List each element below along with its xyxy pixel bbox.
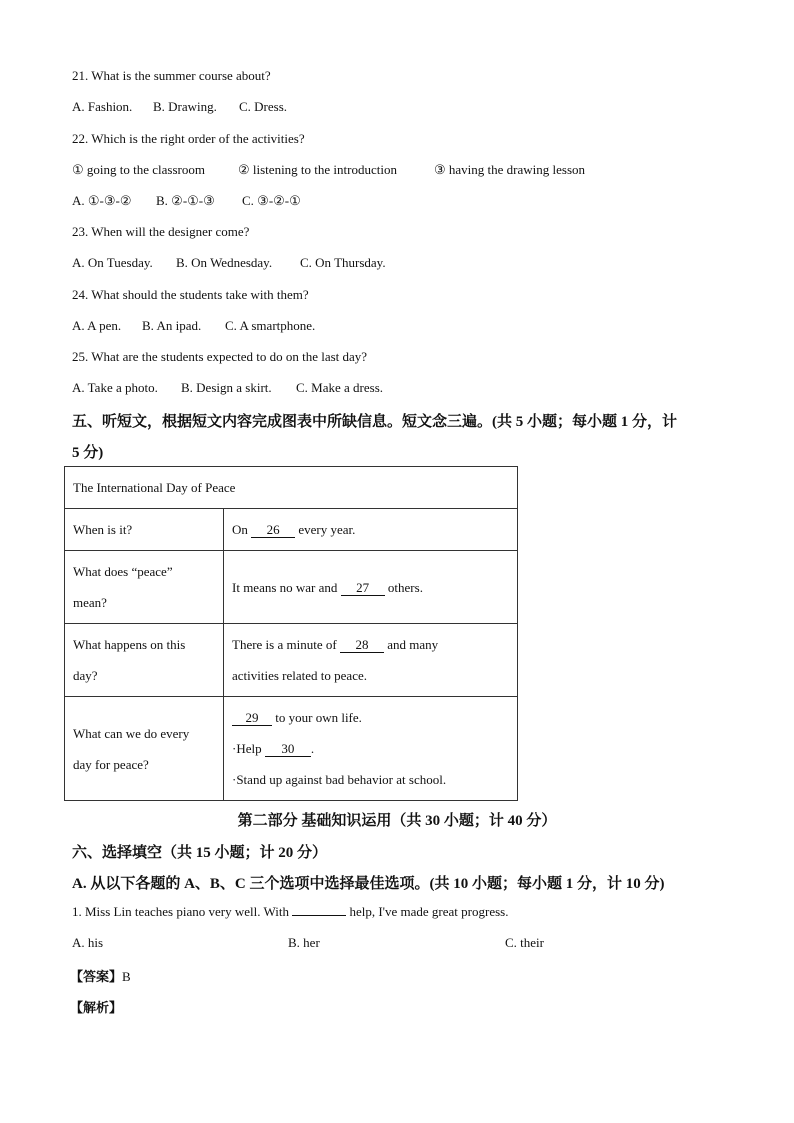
step-1: ① going to the classroom <box>72 162 205 177</box>
table-question-cell: When is it? <box>65 509 224 551</box>
q22-options <box>72 193 301 209</box>
question-1-options <box>72 935 544 951</box>
answer-line <box>70 966 131 985</box>
blank-30: 30 <box>265 742 311 757</box>
option-b: B. An ipad. <box>142 318 202 333</box>
q23-options <box>72 255 386 271</box>
step-2: ② listening to the introduction <box>238 162 397 177</box>
table-row <box>65 697 518 801</box>
section5-heading-line2: 5 分) <box>72 445 104 461</box>
option-b: B. Drawing. <box>153 99 217 114</box>
blank-29: 29 <box>232 711 272 726</box>
section6-heading: 六、选择填空（共 15 小题；计 20 分） <box>72 845 328 861</box>
q24-question: 24. What should the students take with them? <box>72 287 309 302</box>
q22-question: 22. Which is the right order of the activities? <box>72 131 305 146</box>
option-b: B. Design a skirt. <box>181 380 272 395</box>
answer-value: B <box>122 969 131 984</box>
option-a: A. On Tuesday. <box>72 255 153 270</box>
table-answer-cell: 29 to your own life. ·Help 30 . ·Stand up against bad behavior at school. <box>224 697 518 801</box>
question-1: 1. Miss Lin teaches piano very well. With help, I've made great progress. <box>72 904 509 919</box>
table-question-cell: What can we do every day for peace? <box>65 697 224 801</box>
table-question-cell: What happens on this day? <box>65 624 224 697</box>
table-answer-cell: There is a minute of 28 and many activities related to peace. <box>224 624 518 697</box>
option-c: C. Dress. <box>239 99 288 114</box>
q24-options <box>72 318 315 334</box>
option-c: C. Make a dress. <box>296 380 384 395</box>
table-row <box>65 509 518 551</box>
blank-28: 28 <box>340 638 384 653</box>
answer-blank <box>292 915 346 916</box>
sectionA-heading: A. 从以下各题的 A、B、C 三个选项中选择最佳选项。(共 10 小题；每小题 1 分，计 10 分) <box>72 876 665 892</box>
option-a: A. ①-③-② <box>72 193 132 208</box>
blank-26: 26 <box>251 523 295 538</box>
part2-heading: 第二部分 基础知识运用（共 30 小题；计 40 分） <box>237 813 557 829</box>
option-b: B. her <box>288 935 320 950</box>
table-answer-cell: It means no war and 27 others. <box>224 551 518 624</box>
q22-steps <box>72 162 585 178</box>
option-b: B. On Wednesday. <box>176 255 273 270</box>
blank-27: 27 <box>341 581 385 596</box>
option-a: A. Take a photo. <box>72 380 158 395</box>
table-row <box>65 551 518 624</box>
q25-question: 25. What are the students expected to do on the last day? <box>72 349 368 364</box>
option-a: A. Fashion. <box>72 99 133 114</box>
option-c: C. A smartphone. <box>225 318 316 333</box>
table-answer-cell: On 26 every year. <box>224 509 518 551</box>
option-c: C. ③-②-① <box>242 193 301 208</box>
q23-question: 23. When will the designer come? <box>72 224 250 239</box>
q21-options <box>72 99 287 115</box>
option-a: A. his <box>72 935 104 950</box>
option-b: B. ②-①-③ <box>156 193 215 208</box>
table-row <box>65 467 518 509</box>
section5-heading-line1: 五、听短文，根据短文内容完成图表中所缺信息。短文念三遍。(共 5 小题；每小题 1 分，计 <box>72 414 677 430</box>
table-title: The International Day of Peace <box>65 467 518 509</box>
option-a: A. A pen. <box>72 318 122 333</box>
peace-day-table <box>64 466 518 801</box>
q25-options <box>72 380 383 396</box>
table-row <box>65 624 518 697</box>
table-question-cell: What does “peace” mean? <box>65 551 224 624</box>
step-3: ③ having the drawing lesson <box>434 162 586 177</box>
option-c: C. their <box>505 935 544 950</box>
answer-label: 【答案】 <box>70 969 123 984</box>
q21-question: 21. What is the summer course about? <box>72 68 271 83</box>
analysis-label: 【解析】 <box>70 1000 123 1015</box>
option-c: C. On Thursday. <box>300 255 386 270</box>
